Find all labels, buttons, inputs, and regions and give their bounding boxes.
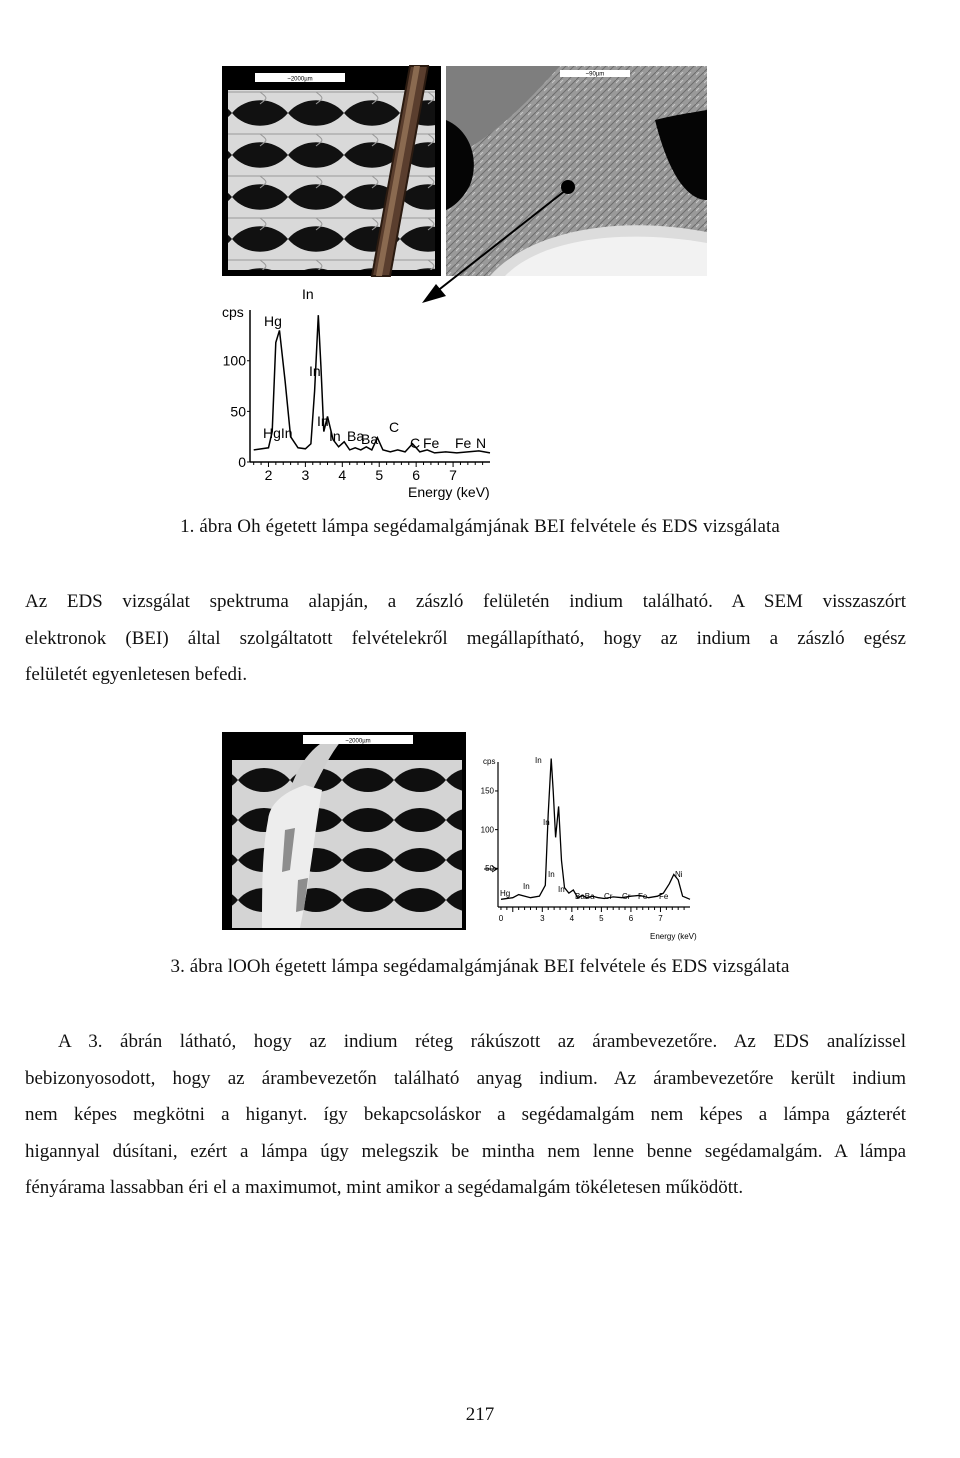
figure1-spectrum-ticks bbox=[247, 361, 483, 467]
paragraph-line: Az EDS vizsgálat spektruma alapján, a zászló felületén indium található. A SEM visszaszórt bbox=[25, 591, 906, 612]
paragraph-line: nem képes megkötni a higanyt. így bekapcsoláskor a segédamalgám nem képes a lámpa gázterét bbox=[25, 1104, 906, 1125]
x-tick-label: 4 bbox=[338, 467, 347, 483]
figure1-peak-label: In bbox=[317, 413, 329, 429]
figure3-peak-label: Fe bbox=[659, 892, 669, 901]
figure1-peak-label: C bbox=[389, 419, 400, 435]
figure1-scalebar-left: ~2000µm bbox=[287, 76, 313, 83]
figure3-peak-label: In bbox=[523, 882, 530, 891]
figure1-peak-label: N bbox=[476, 435, 487, 451]
y-tick-label: 100 bbox=[480, 825, 494, 835]
figure1-ylabel: cps bbox=[222, 304, 244, 320]
x-tick-label: 5 bbox=[375, 467, 384, 483]
figure3-peak-label: In bbox=[548, 870, 555, 879]
figure3-ylabel: cps bbox=[483, 757, 496, 766]
figure3-peak-label: Fe bbox=[638, 892, 648, 901]
x-tick-label: 3 bbox=[301, 467, 310, 483]
figure1-sem-mesh-image bbox=[222, 66, 441, 276]
paragraph-line: fényárama lassabban éri el a maximumot, mint amikor a segédamalgám tökéletesen működött. bbox=[25, 1177, 744, 1198]
figure1-caption: 1. ábra Oh égetett lámpa segédamalgámjának BEI felvétele és EDS vizsgálata bbox=[180, 516, 780, 537]
x-tick-label: 2 bbox=[264, 467, 273, 483]
figure3-peak-label: BaBa bbox=[575, 892, 595, 901]
x-tick-label: 6 bbox=[628, 914, 634, 923]
figure1-peak-label: In bbox=[309, 363, 321, 379]
y-tick-label: 100 bbox=[222, 352, 246, 369]
y-tick-label: 0 bbox=[238, 453, 246, 470]
paragraph-line: A 3. ábrán látható, hogy az indium réteg rákúszott az árambevezetőre. Az EDS analízissel bbox=[58, 1031, 906, 1052]
y-tick-label: 50 bbox=[230, 403, 246, 420]
x-tick-label: 6 bbox=[412, 467, 421, 483]
figure3-peak-label: In bbox=[558, 885, 565, 894]
figure1-peak-label: In bbox=[329, 428, 341, 444]
paragraph-line: felületét egyenletesen befedi. bbox=[25, 664, 248, 685]
x-tick-label: 4 bbox=[569, 914, 575, 923]
figure3-peak-label: Cr bbox=[622, 892, 631, 901]
figure1-peak-label: Fe bbox=[423, 435, 440, 451]
figure1-peak-label: Ba bbox=[347, 428, 365, 444]
page-number: 217 bbox=[465, 1404, 495, 1425]
figure3-peak-label: Cr bbox=[604, 892, 613, 901]
figure3-peak-label: In bbox=[535, 756, 542, 765]
figure1-peak-label: Ba bbox=[361, 431, 379, 447]
paragraph-line: elektronok (BEI) által szolgáltatott felvételekről megállapítható, hogy az indium a zászló egész bbox=[25, 627, 906, 649]
figure3-spectrum-line bbox=[501, 759, 690, 900]
figure3-caption: 3. ábra lOOh égetett lámpa segédamalgámjának BEI felvétele és EDS vizsgálata bbox=[170, 956, 790, 977]
figure1-peak-label: Hg bbox=[264, 313, 282, 329]
figure3-peak-label: In bbox=[543, 818, 550, 827]
y-tick-label: 50 bbox=[485, 864, 494, 874]
figure1-peak-label: HgIn bbox=[263, 425, 293, 441]
x-tick-label: 7 bbox=[449, 467, 457, 483]
figure1-sem-flag-surface-image bbox=[446, 66, 707, 276]
figure1-peak-labels bbox=[263, 286, 486, 451]
x-tick-label: 5 bbox=[599, 914, 604, 923]
x-tick-label: 3 bbox=[540, 914, 545, 923]
figure3-peak-label: Ni bbox=[675, 870, 683, 879]
figure1-xlabel: Energy (keV) bbox=[408, 484, 490, 500]
figure3-peak-label: Hg bbox=[500, 889, 511, 898]
x-tick-label: 0 bbox=[498, 914, 504, 923]
figure1-peak-label: Fe bbox=[455, 435, 472, 451]
figure1-peak-label: C bbox=[410, 435, 421, 451]
y-tick-label: 150 bbox=[480, 786, 494, 796]
figure3-xlabel: Energy (keV) bbox=[650, 932, 697, 941]
figure3-peak-labels bbox=[500, 756, 683, 901]
figure1-scalebar-right: ~90µm bbox=[585, 71, 605, 78]
paragraph-line: higannyal dúsítani, ezért a lámpa úgy melegszik be mintha nem lenne benne segédamalgám. A lámpa bbox=[25, 1140, 906, 1162]
figure3-scalebar: ~2000µm bbox=[345, 738, 371, 745]
figure1-peak-label: In bbox=[302, 286, 314, 302]
figure3-sem-mesh-image bbox=[222, 732, 466, 930]
paragraph-2 bbox=[25, 1024, 906, 1207]
paragraph-line: bebizonyosodott, hogy az árambevezetőn található anyag indium. Az árambevezetőre került indium bbox=[25, 1067, 906, 1089]
paragraph-1 bbox=[25, 584, 906, 694]
x-tick-label: 7 bbox=[658, 914, 663, 923]
